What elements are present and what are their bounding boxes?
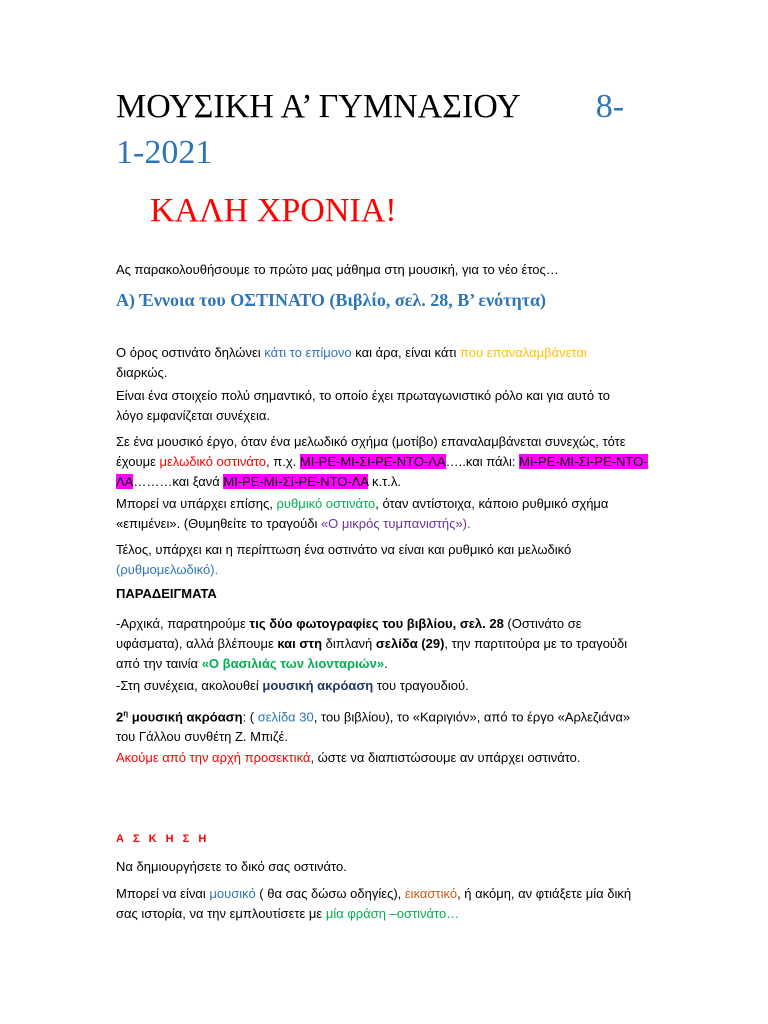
text-span-blue: μουσικό [209, 886, 256, 901]
title-date-part1: 8- [595, 88, 625, 125]
text-span: , ή ακόμη, αν φτιάξετε μία δική [457, 886, 632, 901]
highlight-notes: ΜΙ-ΡΕ-ΜΙ-ΣΙ-ΡΕ-ΝΤΟ-ΛΑ [299, 454, 446, 469]
text-span: . [384, 656, 388, 671]
text-span: διπλανή [322, 636, 376, 651]
text-span: Μπορεί να είναι [116, 886, 210, 901]
paragraph-second-listening [116, 704, 656, 747]
text-span: Ο όρος οστινάτο δηλώνει [116, 345, 265, 360]
text-span: -Αρχικά, παρατηρούμε [116, 616, 250, 631]
paragraph-importance [116, 386, 656, 426]
text-line-blue: (ρυθμομελωδικό). [116, 562, 219, 577]
text-span: «επιμένει». (Θυμηθείτε το τραγούδι [116, 516, 321, 531]
text-span: και άρα, είναι κάτι [351, 345, 460, 360]
text-span: -Στη συνέχεια, ακολουθεί [116, 678, 263, 693]
exercise-heading: Α Σ Κ Η Σ Η [116, 833, 210, 845]
text-span: , π.χ. [266, 454, 300, 469]
text-span: , την παρτιτούρα με το τραγούδι [444, 636, 628, 651]
text-span: του Γάλλου συνθέτη Ζ. Μπιζέ. [116, 729, 288, 745]
paragraph-listening [116, 676, 656, 696]
text-line: Σε ένα μουσικό έργο, όταν ένα μελωδικό σχήμα (μοτίβο) επαναλαμβάνεται συνεχώς, τότε [116, 434, 626, 449]
text-span-blue: κάτι το επίμονο [264, 345, 352, 360]
paragraph-rhythmic-ostinato [116, 494, 656, 534]
text-span-bold: τις δύο φωτογραφίες του βιβλίου, σελ. 28 [249, 616, 504, 631]
paragraph-definition [116, 343, 656, 383]
intro-paragraph: Ας παρακολουθήσουμε το πρώτο μας μάθημα στη μουσική, για το νέο έτος… [116, 262, 559, 277]
text-span-bold: και στη [277, 636, 323, 651]
text-line: Είναι ένα στοιχείο πολύ σημαντικό, το οποίο έχει πρωταγωνιστικό ρόλο και για αυτό το [116, 388, 610, 403]
text-span-blue: σελίδα 30 [257, 709, 314, 725]
text-span: Μπορεί να υπάρχει επίσης, [116, 496, 277, 511]
text-span-red: μελωδικό οστινάτο [159, 454, 267, 469]
text-line: λόγο εμφανίζεται συνέχεια. [116, 408, 271, 423]
text-span-green: ρυθμικό οστινάτο [276, 496, 376, 511]
paragraph-rhythmomelodic [116, 540, 656, 580]
paragraph-examples [116, 614, 656, 674]
text-span: διαρκώς. [116, 365, 168, 380]
text-span: (Οστινάτο σε [503, 616, 582, 631]
document-title [116, 84, 656, 176]
text-span: σας ιστορία, να την εμπλουτίσετε με [116, 906, 326, 921]
text-span-bold: μουσική ακρόαση [128, 709, 243, 725]
paragraph-exercise-task: Να δημιουργήσετε το δικό σας οστινάτο. [116, 859, 347, 874]
highlight-notes: ΜΙ-ΡΕ-ΜΙ-ΣΙ-ΡΕ-ΝΤΟ- [519, 454, 648, 469]
text-span-green: μία φράση –οστινάτο… [325, 906, 460, 921]
text-span: ( θα σας δώσω οδηγίες), [255, 886, 405, 901]
highlight-notes: ΛΑ [116, 474, 134, 489]
paragraph-exercise-options [116, 884, 656, 924]
text-span-green-bold: «Ο βασιλιάς των λιονταριών» [201, 656, 385, 671]
text-span: έχουμε [116, 454, 160, 469]
highlight-notes: ΜΙ-ΡΕ-ΜΙ-ΣΙ-ΡΕ-ΝΤΟ-ΛΑ [223, 474, 369, 489]
paragraph-melodic-ostinato [116, 432, 656, 492]
text-span-bold: 2 [116, 709, 124, 725]
text-span: …..και πάλι: [445, 454, 520, 469]
text-span: από την ταινία [116, 656, 202, 671]
examples-heading: ΠΑΡΑΔΕΙΓΜΑΤΑ [116, 586, 217, 601]
text-span-bold: σελίδα (29) [375, 636, 445, 651]
section-heading-a: Α) Έννοια του ΟΣΤΙΝΑΤΟ (Βιβλίο, σελ. 28, Β’ ενότητα) [116, 290, 546, 310]
text-span: , ώστε να διαπιστώσουμε αν υπάρχει οστινάτο. [310, 750, 581, 765]
paragraph-listen-carefully [116, 748, 656, 768]
text-span: , του βιβλίου), το «Καριγιόν», από το έργο «Αρλεζιάνα» [313, 709, 631, 725]
text-span-purple: «Ο μικρός τυμπανιστής»). [320, 516, 471, 531]
text-span-gold: που επαναλαμβάνεται [459, 345, 587, 360]
text-span: υφάσματα), αλλά βλέπουμε [116, 636, 278, 651]
text-span: του τραγουδιού. [373, 678, 469, 693]
text-line: Τέλος, υπάρχει και η περίπτωση ένα οστινάτο να είναι και ρυθμικό και μελωδικό [116, 542, 572, 557]
title-subject: ΜΟΥΣΙΚΗ Α’ ΓΥΜΝΑΣΙΟΥ [116, 88, 521, 125]
title-date-part2: 1-2021 [116, 134, 213, 171]
text-span-red: Ακούμε από την αρχή προσεκτικά [116, 750, 311, 765]
text-span: : ( [242, 709, 258, 725]
text-span-orange: εικαστικό [404, 886, 458, 901]
superscript: η [123, 709, 129, 718]
text-span: ………και ξανά [133, 474, 224, 489]
greeting-heading: ΚΑΛΗ ΧΡΟΝΙΑ! [150, 192, 397, 229]
text-span-navy-bold: μουσική ακρόαση [262, 678, 374, 693]
text-span: , όταν αντίστοιχα, κάποιο ρυθμικό σχήμα [375, 496, 609, 511]
text-span: κ.τ.λ. [368, 474, 401, 489]
